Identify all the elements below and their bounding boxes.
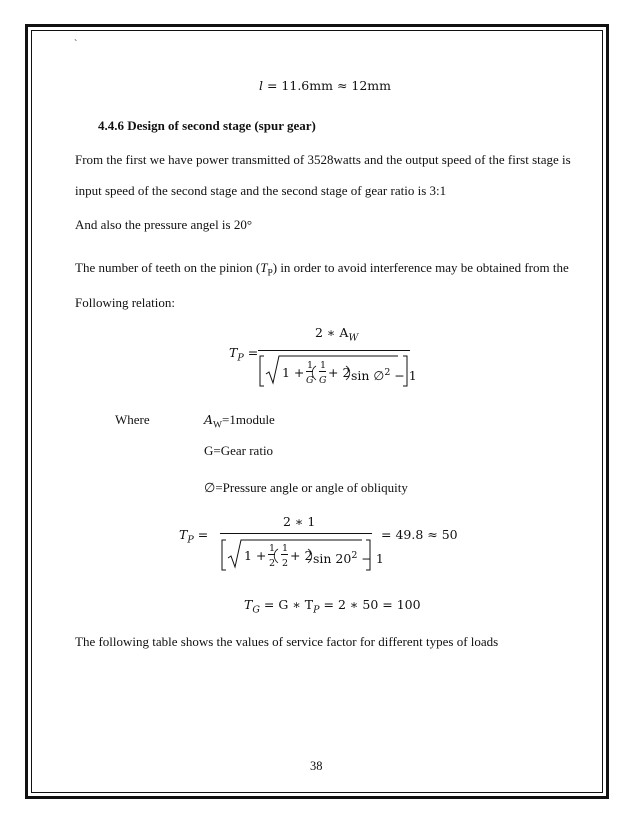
formula-2-den-g-num: 1 [269, 543, 276, 554]
formula-1-numerator-text: 2 ∗ A [315, 325, 349, 340]
paragraph-1-line-1: From the first we have power transmitted of 3528watts and the output speed of the first stage is [75, 152, 571, 167]
paragraph-2: And also the pressure angel is 20° [75, 217, 253, 232]
formula-1-lhs-symbol: T [229, 345, 238, 360]
formula-2-result: = 49.8 ≈ 50 [381, 527, 458, 542]
formula-1-den-sin-text: sin ∅ [351, 368, 385, 384]
formula-1-numerator-sub: W [348, 332, 359, 344]
formula-1-eq: = [247, 345, 259, 360]
formula-1-lhs-sub: P [237, 352, 244, 364]
formula-1-den-plus2: + 2 [328, 365, 351, 380]
formula-2-den-inner-den: 2 [282, 558, 289, 569]
paragraph-3-line-2: Following relation: [75, 295, 176, 310]
formula-1-den-one: 1 + [282, 365, 305, 380]
formula-2-eq: = [197, 527, 209, 542]
definition-aw-sub: W [213, 420, 222, 431]
paragraph-4: The following table shows the values of service factor for different types of loads [75, 634, 499, 649]
definition-g: G=Gear ratio [204, 443, 274, 458]
formula-3-mid-sub: P [313, 604, 320, 616]
paragraph-3-text-b: ) in order to avoid interference may be obtained from the [272, 260, 569, 275]
paragraph-3-text-a: The number of teeth on the pinion ( [75, 260, 261, 275]
formula-2-den-g-bar [268, 554, 275, 555]
where-label: Where [115, 412, 150, 427]
tick-mark: ` [74, 39, 78, 50]
formula-2-den-inner-num: 1 [282, 543, 289, 554]
equation-l-lhs: l [259, 78, 263, 93]
formula-1-den-minus1: − 1 [394, 368, 417, 384]
formula-1-den-inner-den: G [319, 375, 327, 386]
pinion-symbol-sub: P [267, 268, 273, 279]
formula-3-lhs: T [244, 597, 253, 612]
formula-2-den-inner-bar [281, 554, 288, 555]
formula-3 [244, 597, 421, 619]
definition-phi-symbol: ∅ [204, 480, 216, 495]
formula-1-den-g-den: G [306, 375, 314, 386]
paragraph-1-line-2: input speed of the second stage and the second stage of gear ratio is 3:1 [75, 183, 447, 198]
formula-2-lhs-sub: P [187, 534, 194, 546]
formula-1-den-inner-num: 1 [320, 360, 327, 371]
definition-aw-text: =1module [222, 412, 275, 427]
formula-2-den-sin [313, 548, 384, 567]
formula-2-den-g-den: 2 [269, 558, 276, 569]
formula-2-lhs-symbol: T [179, 527, 188, 542]
formula-2-den-plus2: + 2 [290, 548, 313, 563]
formula-3-mid: = G ∗ T [263, 597, 314, 612]
formula-1-den-g-num: 1 [307, 360, 314, 371]
formula-2-den-sup: 2 [351, 550, 358, 561]
formula-2-den-sin-text: sin 20 [313, 551, 352, 567]
page-number: 38 [310, 759, 323, 773]
definition-phi-text: =Pressure angle or angle of obliquity [215, 480, 408, 495]
definition-aw-symbol: A [204, 412, 214, 427]
formula-2-den-minus1: − 1 [361, 551, 384, 567]
formula-1-den-sup: 2 [384, 367, 391, 378]
formula-3-lhs-sub: G [252, 604, 260, 616]
formula-2-den-one: 1 + [244, 548, 267, 563]
pinion-symbol: T [260, 260, 268, 275]
formula-3-rhs: = 2 ∗ 50 = 100 [323, 597, 421, 612]
formula-2-numerator: 2 ∗ 1 [283, 514, 316, 529]
equation-l-rhs: = 11.6mm ≈ 12mm [266, 78, 392, 93]
section-heading: 4.4.6 Design of second stage (spur gear) [98, 118, 316, 133]
